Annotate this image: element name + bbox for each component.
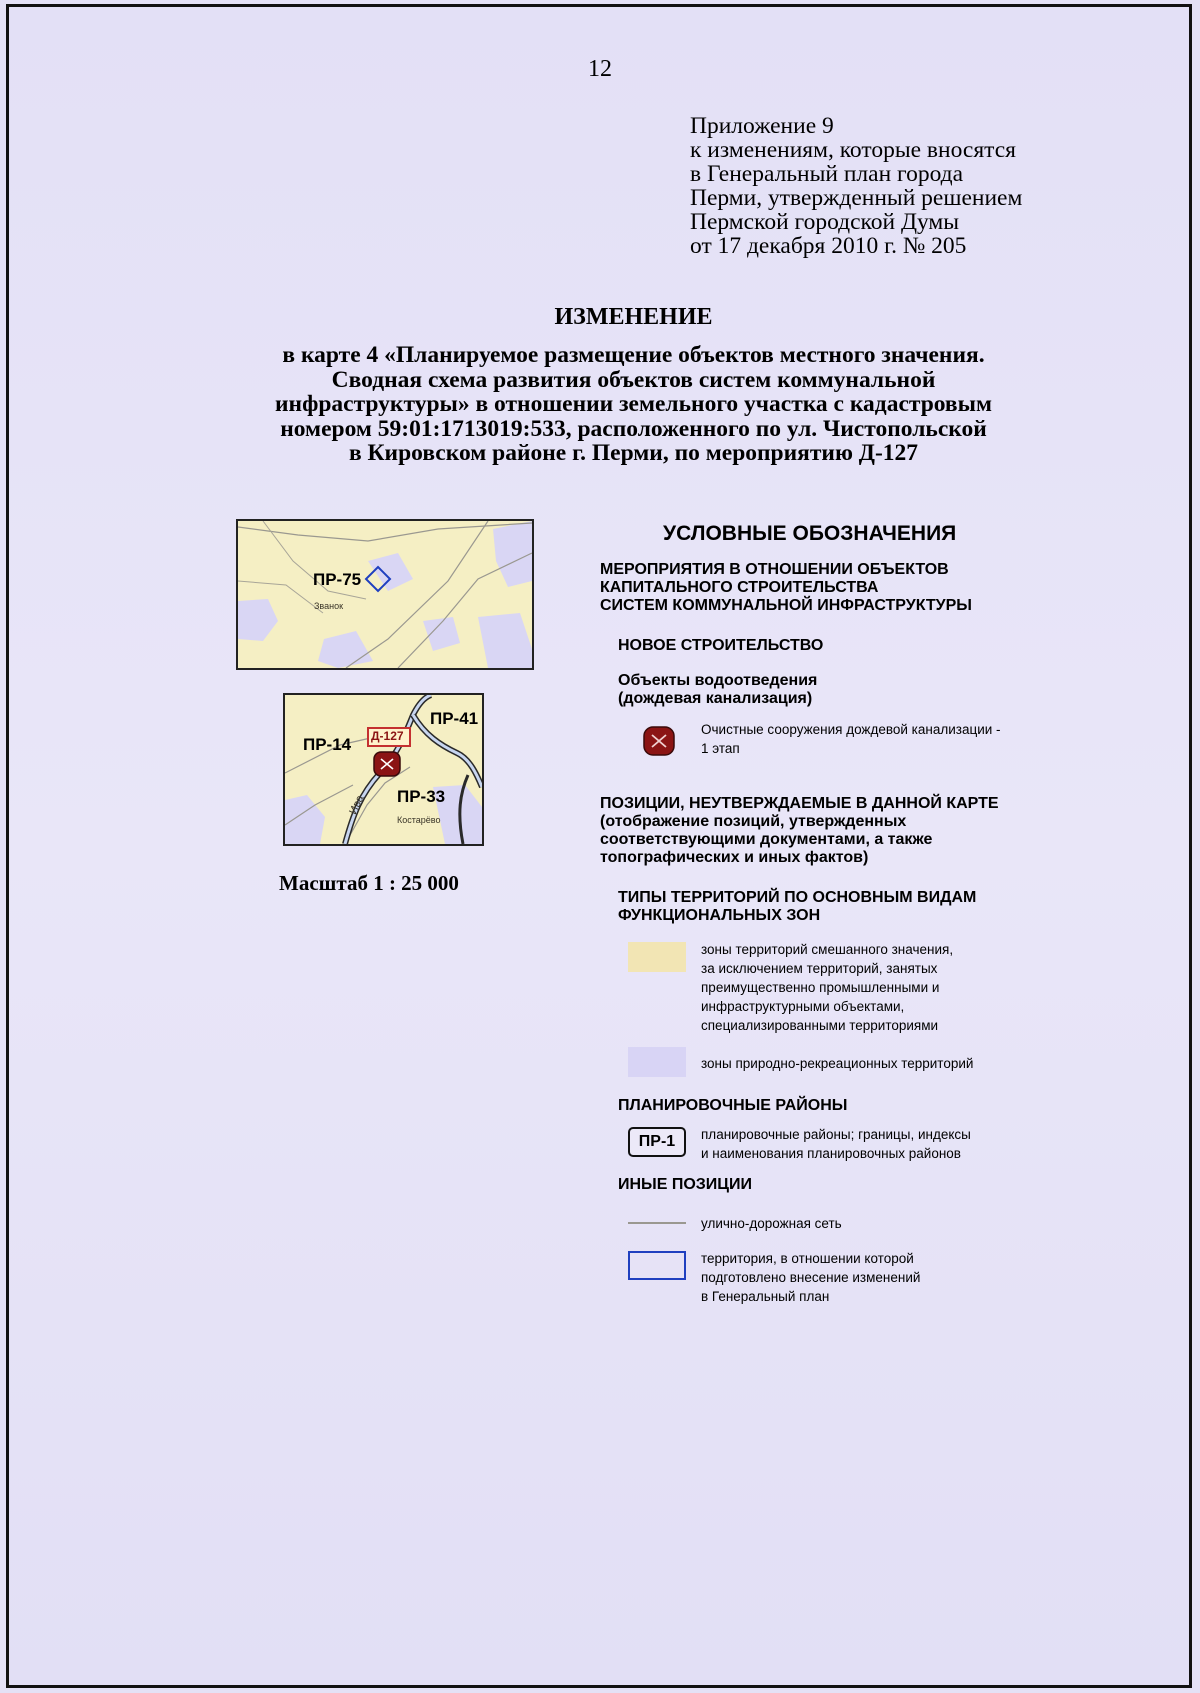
legend-line: СИСТЕМ КОММУНАЛЬНОЙ ИНФРАСТРУКТУРЫ	[600, 597, 972, 614]
map-top-district-label: ПР-75	[313, 570, 362, 589]
object-label: Д-127	[371, 729, 404, 743]
appendix-line: от 17 декабря 2010 г. № 205	[690, 233, 967, 259]
document-title: ИЗМЕНЕНИЕ	[554, 304, 713, 330]
legend-new-construction: НОВОЕ СТРОИТЕЛЬСТВО	[618, 637, 824, 654]
subtitle-line: Сводная схема развития объектов систем коммунальной	[331, 366, 936, 393]
legend-line: соответствующими документами, а также	[600, 831, 933, 848]
legend-line: специализированными территориями	[701, 1018, 939, 1033]
legend-other-title: ИНЫЕ ПОЗИЦИИ	[618, 1176, 752, 1193]
legend-line: подготовлено внесение изменений	[701, 1270, 921, 1285]
appendix-line: Перми, утвержденный решением	[690, 185, 1023, 211]
legend-line: ФУНКЦИОНАЛЬНЫХ ЗОН	[618, 907, 821, 924]
legend-title: УСЛОВНЫЕ ОБОЗНАЧЕНИЯ	[663, 522, 957, 545]
map-top-settlement-label: Званок	[314, 601, 344, 611]
legend-line: за исключением территорий, занятых	[701, 961, 938, 976]
map-top-drawing	[238, 521, 532, 668]
appendix-line: к изменениям, которые вносятся	[690, 137, 1016, 163]
page-number: 12	[588, 56, 612, 82]
legend-not-approved-title	[600, 795, 999, 867]
natural-zone-swatch	[628, 1047, 686, 1077]
legend-drainage-title	[618, 672, 817, 708]
subtitle-line: в карте 4 «Планируемое размещение объектов местного значения.	[282, 342, 985, 368]
river-label: Ива	[347, 793, 367, 817]
appendix-line: Пермской городской Думы	[690, 209, 960, 235]
road-network-line	[628, 1222, 686, 1224]
legend-territory-types-title	[618, 889, 976, 925]
legend-line: ПОЗИЦИИ, НЕУТВЕРЖДАЕМЫЕ В ДАННОЙ КАРТЕ	[600, 795, 999, 812]
page-background	[9, 7, 1189, 1685]
legend-line: и наименования планировочных районов	[701, 1146, 961, 1161]
appendix-line: Приложение 9	[690, 113, 834, 139]
map-label-pr33: ПР-33	[397, 787, 446, 806]
map-scale: Масштаб 1 : 25 000	[279, 871, 459, 895]
appendix-block	[690, 114, 1022, 258]
legend-natural-zone-text: зоны природно-рекреационных территорий	[701, 1056, 974, 1071]
legend-planning-text	[701, 1125, 971, 1163]
treatment-facility-legend-icon	[642, 725, 676, 757]
legend-road-text: улично-дорожная сеть	[701, 1216, 842, 1231]
change-territory-swatch	[628, 1251, 686, 1280]
map-inset-top	[236, 519, 534, 670]
legend-line: инфраструктурными объектами,	[701, 999, 905, 1014]
subtitle-line: номером 59:01:1713019:533, расположенного по ул. Чистопольской	[280, 415, 987, 442]
planning-district-badge: ПР-1	[628, 1127, 686, 1157]
map-label-pr14: ПР-14	[303, 735, 352, 754]
legend-line: в Генеральный план	[701, 1289, 830, 1304]
legend-line: планировочные районы; границы, индексы	[701, 1127, 971, 1142]
legend-line: Объекты водоотведения	[618, 672, 818, 689]
legend-treatment-text	[701, 720, 1001, 758]
legend-line: Очистные сооружения дождевой канализации -	[701, 722, 1001, 737]
legend-line: (дождевая канализация)	[618, 690, 813, 707]
map-inset-bottom	[283, 693, 484, 846]
legend-line: МЕРОПРИЯТИЯ В ОТНОШЕНИИ ОБЪЕКТОВ	[600, 561, 949, 578]
map-bottom-settlement-label: Костарёво	[397, 815, 441, 825]
document-subtitle	[0, 343, 1200, 466]
legend-territory-text	[701, 1249, 920, 1306]
legend-line: (отображение позиций, утвержденных	[600, 813, 907, 830]
legend-line: топографических и иных фактов)	[600, 849, 869, 866]
mixed-zone-swatch	[628, 942, 686, 972]
legend-line: КАПИТАЛЬНОГО СТРОИТЕЛЬСТВА	[600, 579, 879, 596]
legend-line: 1 этап	[701, 741, 740, 756]
legend-mixed-zone-text	[701, 940, 953, 1035]
legend-line: преимущественно промышленными и	[701, 980, 940, 995]
legend-line: зоны территорий смешанного значения,	[701, 942, 954, 957]
legend-planning-title: ПЛАНИРОВОЧНЫЕ РАЙОНЫ	[618, 1097, 848, 1114]
legend-line: территория, в отношении которой	[701, 1251, 914, 1266]
legend-measures-title	[600, 561, 972, 615]
subtitle-line: инфраструктуры» в отношении земельного участка с кадастровым	[275, 391, 992, 417]
map-label-pr41: ПР-41	[430, 709, 479, 728]
appendix-line: в Генеральный план города	[690, 161, 964, 187]
subtitle-line: в Кировском районе г. Перми, по мероприятию Д-127	[348, 440, 919, 466]
legend-line: ТИПЫ ТЕРРИТОРИЙ ПО ОСНОВНЫМ ВИДАМ	[618, 889, 977, 906]
